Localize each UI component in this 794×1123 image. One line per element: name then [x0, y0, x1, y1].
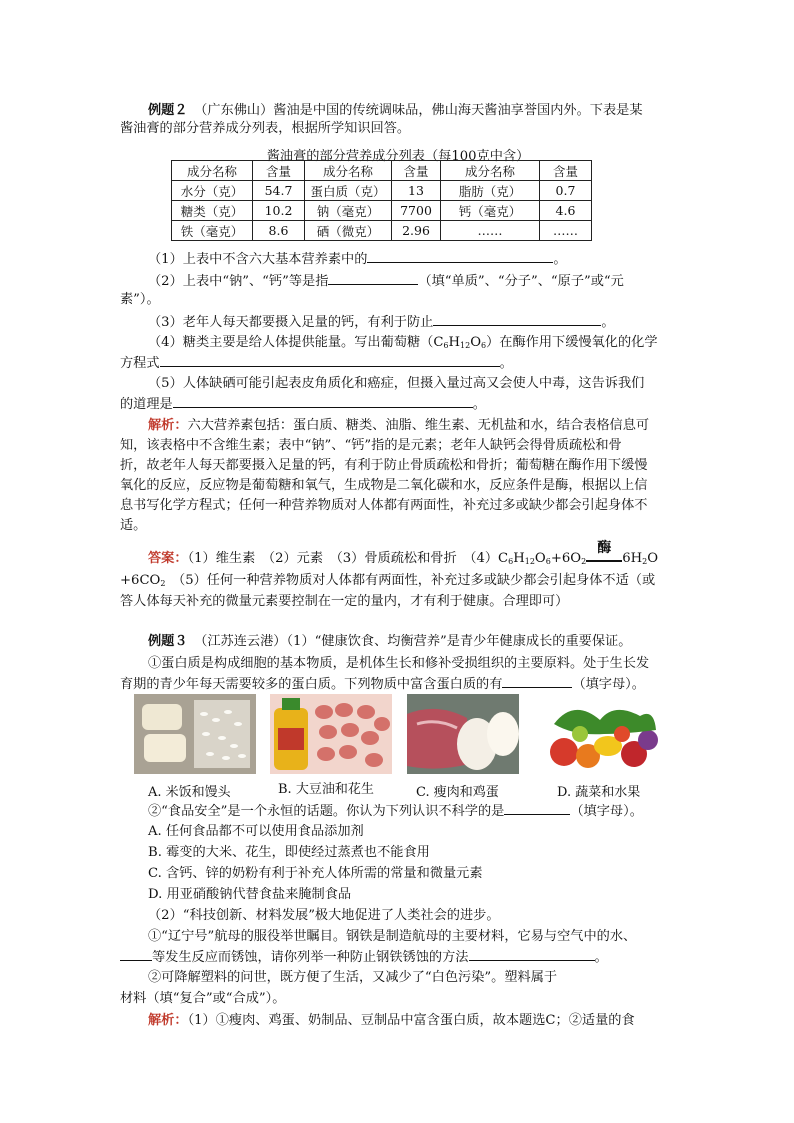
- question-3: （3）老年人每天都要摄入足量的钙，有利于防止 。: [148, 315, 615, 330]
- image-caption-d: D. 蔬菜和水果: [557, 785, 641, 800]
- question-2: （2）上表中“钠”、“钙”等是指 （填“单质”、“分子”、“原子”或“元: [148, 274, 624, 289]
- option-c: C. 含钙、锌的奶粉有利于补充人体所需的常量和微量元素: [148, 866, 483, 881]
- question-1: （1）上表中不含六大基本营养素中的 。: [148, 252, 567, 267]
- example3-p2: 育期的青少年每天需要较多的蛋白质。下列物质中富含蛋白质的有 （填字母）。: [120, 677, 645, 692]
- enzyme-arrow: 酶: [586, 552, 622, 562]
- option-b: B. 霉变的大米、花生，即使经过蒸煮也不能食用: [148, 845, 430, 860]
- table-row: 糖类（克） 10.2 钠（毫克） 7700 钙（毫克） 4.6: [172, 201, 592, 221]
- meat-and-eggs-image: [407, 694, 519, 774]
- table-row: 水分（克） 54.7 蛋白质（克） 13 脂肪（克） 0.7: [172, 181, 592, 201]
- example2-intro-line2: 酱油膏的部分营养成分列表，根据所学知识回答。: [120, 121, 411, 136]
- oil-and-peanuts-image: [270, 694, 392, 774]
- question-5-cont: 的道理是 。: [120, 397, 486, 412]
- example3-liaoning1: ①“辽宁号”航母的服役举世瞩目。钢铁是制造航母的主要材料，它易与空气中的水、: [148, 929, 637, 944]
- rice-and-buns-image: [134, 694, 256, 774]
- answer-blank[interactable]: [469, 949, 595, 961]
- question-5: （5）人体缺硒可能引起表皮角质化和癌症，但摄入量过高又会使人中毒，这告诉我们: [148, 376, 645, 391]
- nutrition-table: [171, 160, 592, 241]
- image-caption-c: C. 瘦肉和鸡蛋: [416, 785, 499, 800]
- answer-line3: 答人体每天补充的微量元素要控制在一定的量内，才有利于健康。合理即可）: [120, 594, 569, 609]
- image-caption-b: B. 大豆油和花生: [278, 782, 374, 797]
- example3-part2: （2）“科技创新、材料发展”极大地促进了人类社会的进步。: [148, 908, 500, 923]
- table-title: 酱油膏的部分营养成分列表（每100克中含）: [266, 149, 530, 164]
- answer-line1: 答案：（1）维生素 （2）元素 （3）骨质疏松和骨折 $(4)C_6H_{12}O_6+6O_2$ 酶 $6H_2O$: [148, 540, 658, 566]
- analysis-line1: 解析：六大营养素包括：蛋白质、糖类、油脂、维生素、无机盐和水，结合表格信息可: [148, 418, 650, 433]
- question-4: （4）糖类主要是给人体提供能量。写出葡萄糖$(C_6H_{12}O_6)$在酶作用下缓慢氧化的化学: [148, 335, 658, 350]
- example3-liaoning2: 等发生反应而锈蚀，请你列举一种防止钢铁锈蚀的方法 。: [120, 949, 676, 966]
- answer-blank[interactable]: [504, 803, 570, 815]
- answer-blank[interactable]: [502, 676, 572, 688]
- example3-plastic2: 材料（填“复合”或“合成”）。: [120, 991, 286, 1006]
- analysis-line2: 知，该表格中不含维生素；表中“钠”、“钙”指的是元素；老年人缺钙会得骨质疏松和骨: [120, 438, 622, 453]
- example3-safety-question: ②“食品安全”是一个永恒的话题。你认为下列认识不科学的是 （填字母）。: [148, 804, 643, 819]
- answer-blank[interactable]: [120, 949, 152, 961]
- answer-blank[interactable]: [160, 355, 500, 367]
- image-caption-a: A. 米饭和馒头: [148, 785, 231, 800]
- answer-blank[interactable]: [433, 314, 601, 326]
- table-row: 铁（毫克） 8.6 硒（微克） 2.96 …… ……: [172, 221, 592, 241]
- answer-blank[interactable]: [328, 273, 418, 285]
- question-2-cont: 素”）。: [120, 292, 160, 307]
- vegetables-and-fruits-image: [544, 694, 660, 774]
- example3-analysis: 解析：（1）①瘦肉、鸡蛋、奶制品、豆制品中富含蛋白质，故本题选C；②适量的食: [148, 1013, 635, 1028]
- example2-intro-line1: 例题２ （广东佛山）酱油是中国的传统调味品，佛山海天酱油享誉国内外。下表是某: [148, 103, 643, 118]
- analysis-line4: 氧化的反应，反应物是葡萄糖和氧气，生成物是二氧化碳和水，反应条件是酶，根据以上信: [120, 478, 648, 493]
- analysis-line5: 息书写化学方程式；任何一种营养物质对人体都有两面性，补充过多或缺少都会引起身体不: [120, 498, 648, 513]
- example3-plastic1: ②可降解塑料的问世，既方便了生活，又减少了“白色污染”。塑料属于: [148, 970, 558, 985]
- analysis-line3: 折，故老年人每天都要摄入足量的钙，有利于防止骨质疏松和骨折；葡萄糖在酶作用下缓慢: [120, 458, 648, 473]
- answer-blank[interactable]: [367, 251, 553, 263]
- example3-p1: ①蛋白质是构成细胞的基本物质，是机体生长和修补受损组织的主要原料。处于生长发: [148, 656, 650, 671]
- example3-intro: 例题３ （江苏连云港）（1）“健康饮食、均衡营养”是青少年健康成长的重要保证。: [148, 634, 632, 649]
- answer-line2: $+6CO_2$ （5）任何一种营养物质对人体都有两面性，补充过多或缺少都会引起身体不适（或: [120, 573, 656, 588]
- option-a: A. 任何食品都不可以使用食品添加剂: [148, 824, 364, 839]
- question-4-cont: 方程式 。: [120, 356, 513, 371]
- table-row: 成分名称 含量 成分名称 含量 成分名称 含量: [172, 161, 592, 181]
- analysis-line6: 适。: [120, 518, 147, 533]
- answer-blank[interactable]: [173, 396, 473, 408]
- option-d: D. 用亚硝酸钠代替食盐来腌制食品: [148, 887, 352, 902]
